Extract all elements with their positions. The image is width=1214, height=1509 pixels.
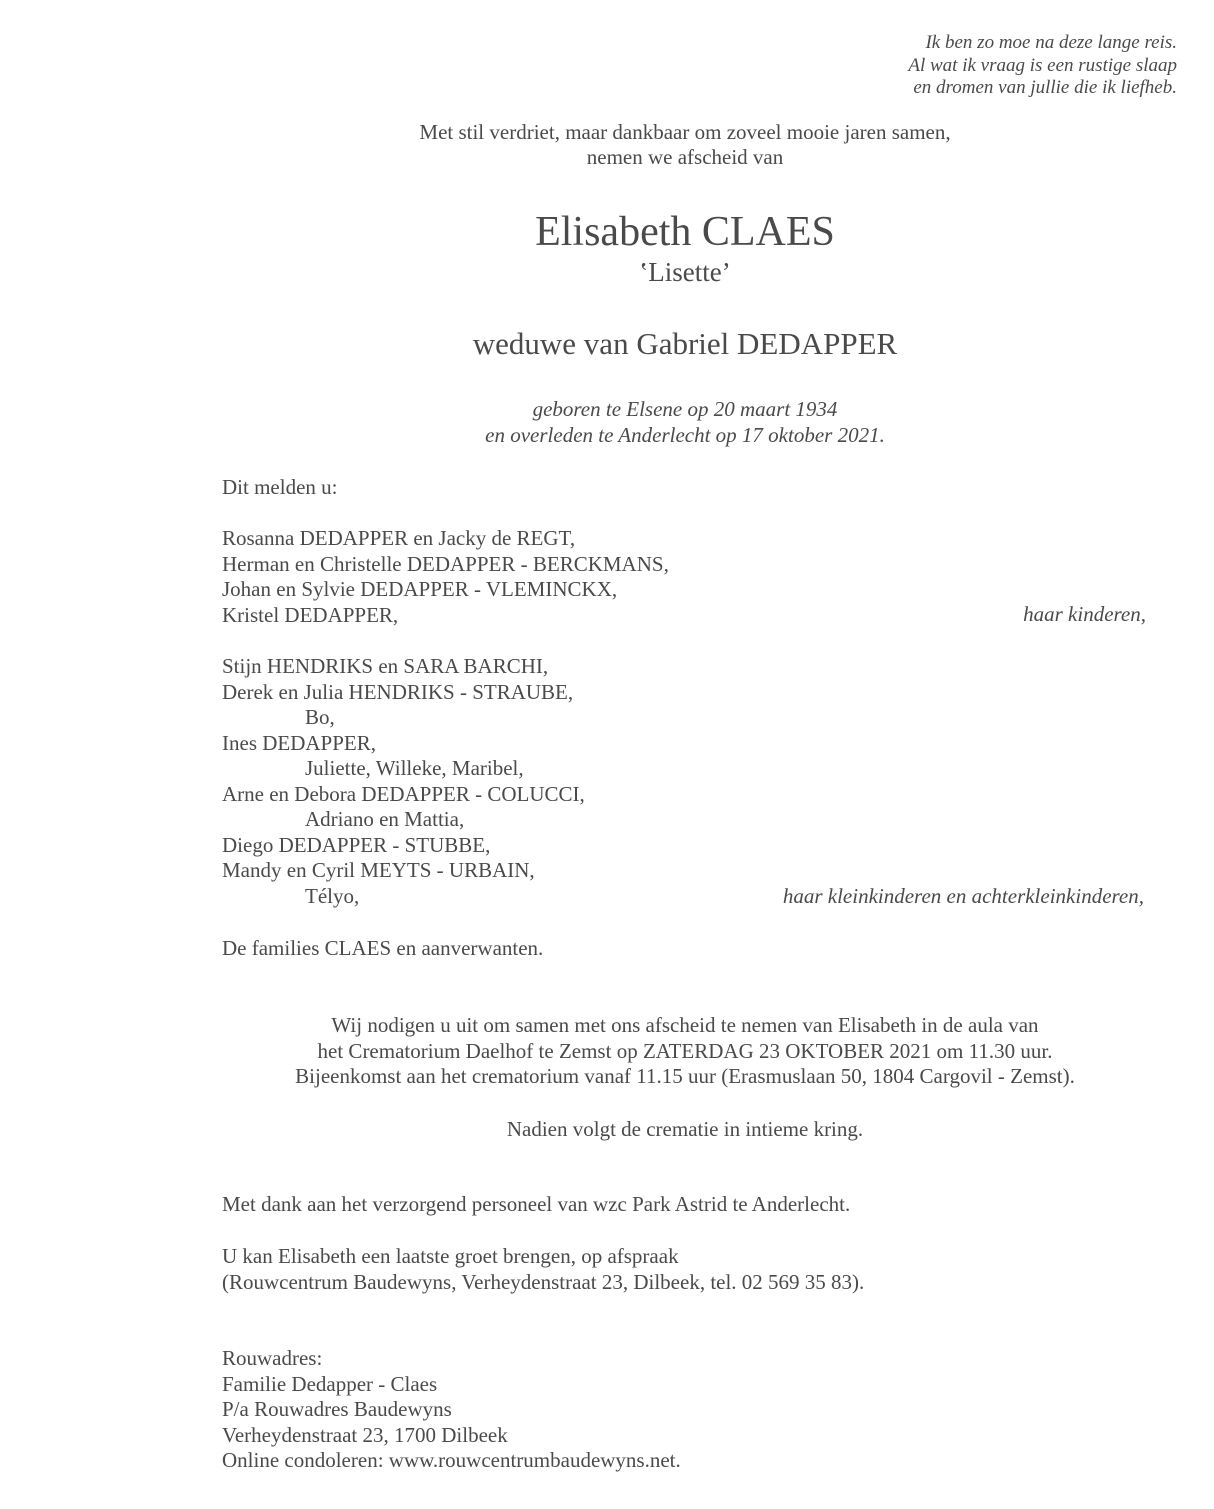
visit-line: U kan Elisabeth een laatste groet brengen, op afspraak	[222, 1244, 679, 1268]
address-line: Familie Dedapper - Claes	[222, 1371, 438, 1396]
thanks-line: Met dank aan het verzorgend personeel van wzc Park Astrid te Anderlecht.	[222, 1192, 851, 1216]
children-list	[222, 526, 669, 628]
birth-line: geboren te Elsene op 20 maart 1934	[532, 397, 838, 421]
children-relation: haar kinderen,	[1023, 602, 1146, 626]
announcement: Dit melden u:	[222, 475, 338, 499]
address-line: Rouwadres:	[222, 1346, 323, 1370]
grandchildren-relation: haar kleinkinderen en achterkleinkinderen,	[782, 884, 1144, 908]
list-item: Adriano en Mattia,	[305, 807, 465, 831]
list-item: Herman en Christelle DEDAPPER - BERCKMANS,	[222, 551, 669, 576]
families-line: De families CLAES en aanverwanten.	[222, 936, 544, 960]
list-item: Johan en Sylvie DEDAPPER - VLEMINCKX,	[222, 577, 618, 601]
grandchildren-list	[222, 654, 585, 909]
poem-line: en dromen van jullie die ik liefheb.	[913, 77, 1177, 98]
address-line: Verheydenstraat 23, 1700 Dilbeek	[222, 1422, 508, 1447]
intro-line: nemen we afscheid van	[586, 145, 784, 169]
cremation-note: Nadien volgt de crematie in intieme kring.	[506, 1117, 864, 1141]
invitation-line: Bijeenkomst aan het crematorium vanaf 11.15 uur (Erasmuslaan 50, 1804 Cargovil - Zemst).	[295, 1064, 1075, 1088]
intro-line: Met stil verdriet, maar dankbaar om zoveel mooie jaren samen,	[419, 120, 951, 144]
life-dates	[0, 397, 1214, 448]
list-item: Mandy en Cyril MEYTS - URBAIN,	[222, 858, 535, 882]
list-item: Bo,	[305, 705, 335, 729]
invitation-text	[0, 1013, 1214, 1090]
list-item: Juliette, Willeke, Maribel,	[305, 756, 524, 780]
address-line: P/a Rouwadres Baudewyns	[222, 1397, 452, 1421]
list-item: Derek en Julia HENDRIKS - STRAUBE,	[222, 679, 574, 704]
poem-line: Al wat ik vraag is een rustige slaap	[908, 54, 1177, 76]
death-line: en overleden te Anderlecht op 17 oktober 2021.	[485, 422, 885, 447]
visit-info	[222, 1244, 864, 1295]
poem-line: Ik ben zo moe na deze lange reis.	[925, 32, 1177, 53]
deceased-name: Elisabeth CLAES	[535, 209, 835, 255]
invitation-line: het Crematorium Daelhof te Zemst op ZATERDAG 23 OKTOBER 2021 om 11.30 uur.	[317, 1038, 1053, 1063]
list-item: Kristel DEDAPPER,	[222, 602, 399, 627]
address-line: Online condoleren: www.rouwcentrumbaudewyns.net.	[222, 1448, 681, 1472]
list-item: Arne en Debora DEDAPPER - COLUCCI,	[222, 781, 585, 806]
list-item: Diego DEDAPPER - STUBBE,	[222, 832, 491, 857]
widow-of: weduwe van Gabriel DEDAPPER	[472, 326, 898, 361]
list-item: Rosanna DEDAPPER en Jacky de REGT,	[222, 526, 576, 550]
intro-text	[0, 120, 1214, 170]
list-item: Stijn HENDRIKS en SARA BARCHI,	[222, 654, 549, 678]
list-item: Télyo,	[305, 883, 360, 908]
mourning-address	[222, 1346, 681, 1474]
invitation-line: Wij nodigen u uit om samen met ons afscheid te nemen van Elisabeth in de aula van	[331, 1013, 1039, 1037]
list-item: Ines DEDAPPER,	[222, 730, 377, 755]
poem	[908, 32, 1177, 100]
visit-line: (Rouwcentrum Baudewyns, Verheydenstraat 23, Dilbeek, tel. 02 569 35 83).	[222, 1269, 865, 1294]
deceased-nickname: ‛Lisette’	[639, 257, 731, 287]
